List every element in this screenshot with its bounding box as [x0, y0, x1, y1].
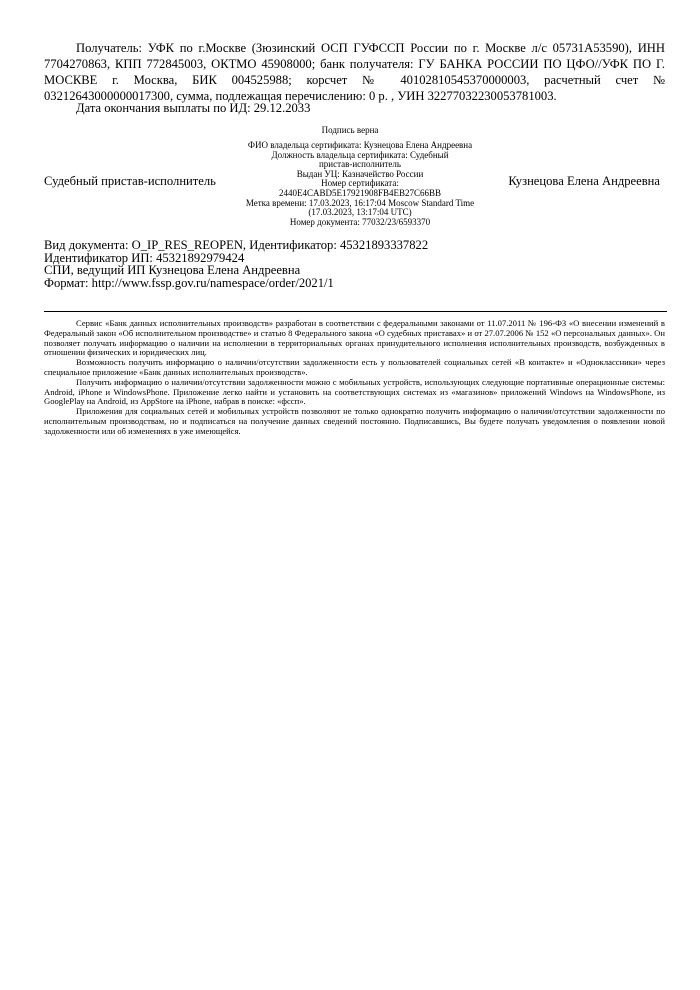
- cert-position-line-cont: пристав-исполнитель: [318, 159, 402, 170]
- cert-number-label: Номер сертификата:: [321, 178, 399, 189]
- meta-format: Формат: http://www.fssp.gov.ru/namespace/order/2021/1: [44, 275, 334, 290]
- footer-paragraph: Получить информацию о наличии/отсутствии задолженности можно с мобильных устройств, использующих следующие портативные операционные системы: Android, iPhone и WindowsPhone. Приложение легко найти и установить на соответствующих системах из «магазинов» приложений Windows на WindowsPhone, из GooglePlay на Android, из AppStore на iPhone, набрав в поиске: «фссп».: [44, 376, 665, 407]
- signer-role: Судебный пристав-исполнитель: [44, 174, 216, 188]
- payment-end-date: Дата окончания выплаты по ИД: 29.12.2033: [76, 101, 311, 115]
- footer-paragraph: Приложения для социальных сетей и мобильных устройств позволяют не только однократно получить информацию о наличии/отсутствии задолженности по исполнительным производствам, но и подписаться на получение данных сведений постоянно. Подписавшись, Вы будете получать уведомления о появлении новой задолженности или об изменениях в уже имеющейся.: [44, 406, 665, 436]
- cert-issuer-line: Выдан УЦ: Казначейство России: [296, 168, 424, 179]
- footer-info: [44, 319, 665, 437]
- meta-spi: СПИ, ведущий ИП Кузнецова Елена Андреевна: [44, 263, 301, 278]
- signature-verified-label: Подпись верна: [321, 125, 379, 135]
- cert-timestamp-utc-line: (17.03.2023, 13:17:04 UTC): [308, 207, 412, 218]
- footer-paragraph: Сервис «Банк данных исполнительных производств» разработан в соответствии с федеральными законами от 11.07.2011 № 196-ФЗ «О внесении изменений в Федеральный закон «Об исполнительном производстве» и статью 8 Федерального закона «О судебных приставах» и от 27.07.2006 № 152 «О персональных данных». Он позволяет получать информацию о наличии на исполнении в территориальных органах принудительного исполнения исполнительных производств, возбужденных в отношении физических и юридических лиц.: [44, 318, 665, 358]
- cert-position-line: Должность владельца сертификата: Судебный: [271, 149, 449, 160]
- cert-number-value: 2440E4CABD5E17921908FB4EB27C66BB: [278, 187, 442, 198]
- divider: [44, 311, 667, 312]
- signer-name: Кузнецова Елена Андреевна: [508, 174, 660, 188]
- cert-timestamp-line: Метка времени: 17.03.2023, 16:17:04 Moscow Standard Time: [245, 197, 475, 208]
- cert-owner-line: ФИО владельца сертификата: Кузнецова Елена Андреевна: [247, 140, 473, 150]
- document-meta: [44, 239, 428, 289]
- footer-paragraph: Возможность получить информацию о наличии/отсутствии задолженности есть у пользователей социальных сетей «В контакте» и «Одноклассники» через специальное приложение «Банк данных исполнительных производств».: [44, 357, 665, 377]
- meta-doc-type: Вид документа: O_IP_RES_REOPEN, Идентификатор: 45321893337822: [44, 238, 429, 252]
- cert-document-number-line: Номер документа: 77032/23/6593370: [289, 216, 431, 227]
- certificate-block: [210, 141, 510, 227]
- payment-details: Получатель: УФК по г.Москве (Зюзинский ОСП ГУФССП России по г. Москве л/с 05731А53590), ИНН 7704270863, КПП 772845003, ОКТМО 45908000; банк получателя: ГУ БАНКА РОССИИ ПО ЦФО//УФК ПО Г. МОСКВЕ г. Москва, БИК 004525988; корсчет № 40102810545370000003, расчетный счет № 03212643000000017300, сумма, подлежащая перечислению: 0 р. , УИН 32277032230053781003.: [44, 41, 665, 103]
- meta-ip-id: Идентификатор ИП: 45321892979424: [44, 250, 245, 265]
